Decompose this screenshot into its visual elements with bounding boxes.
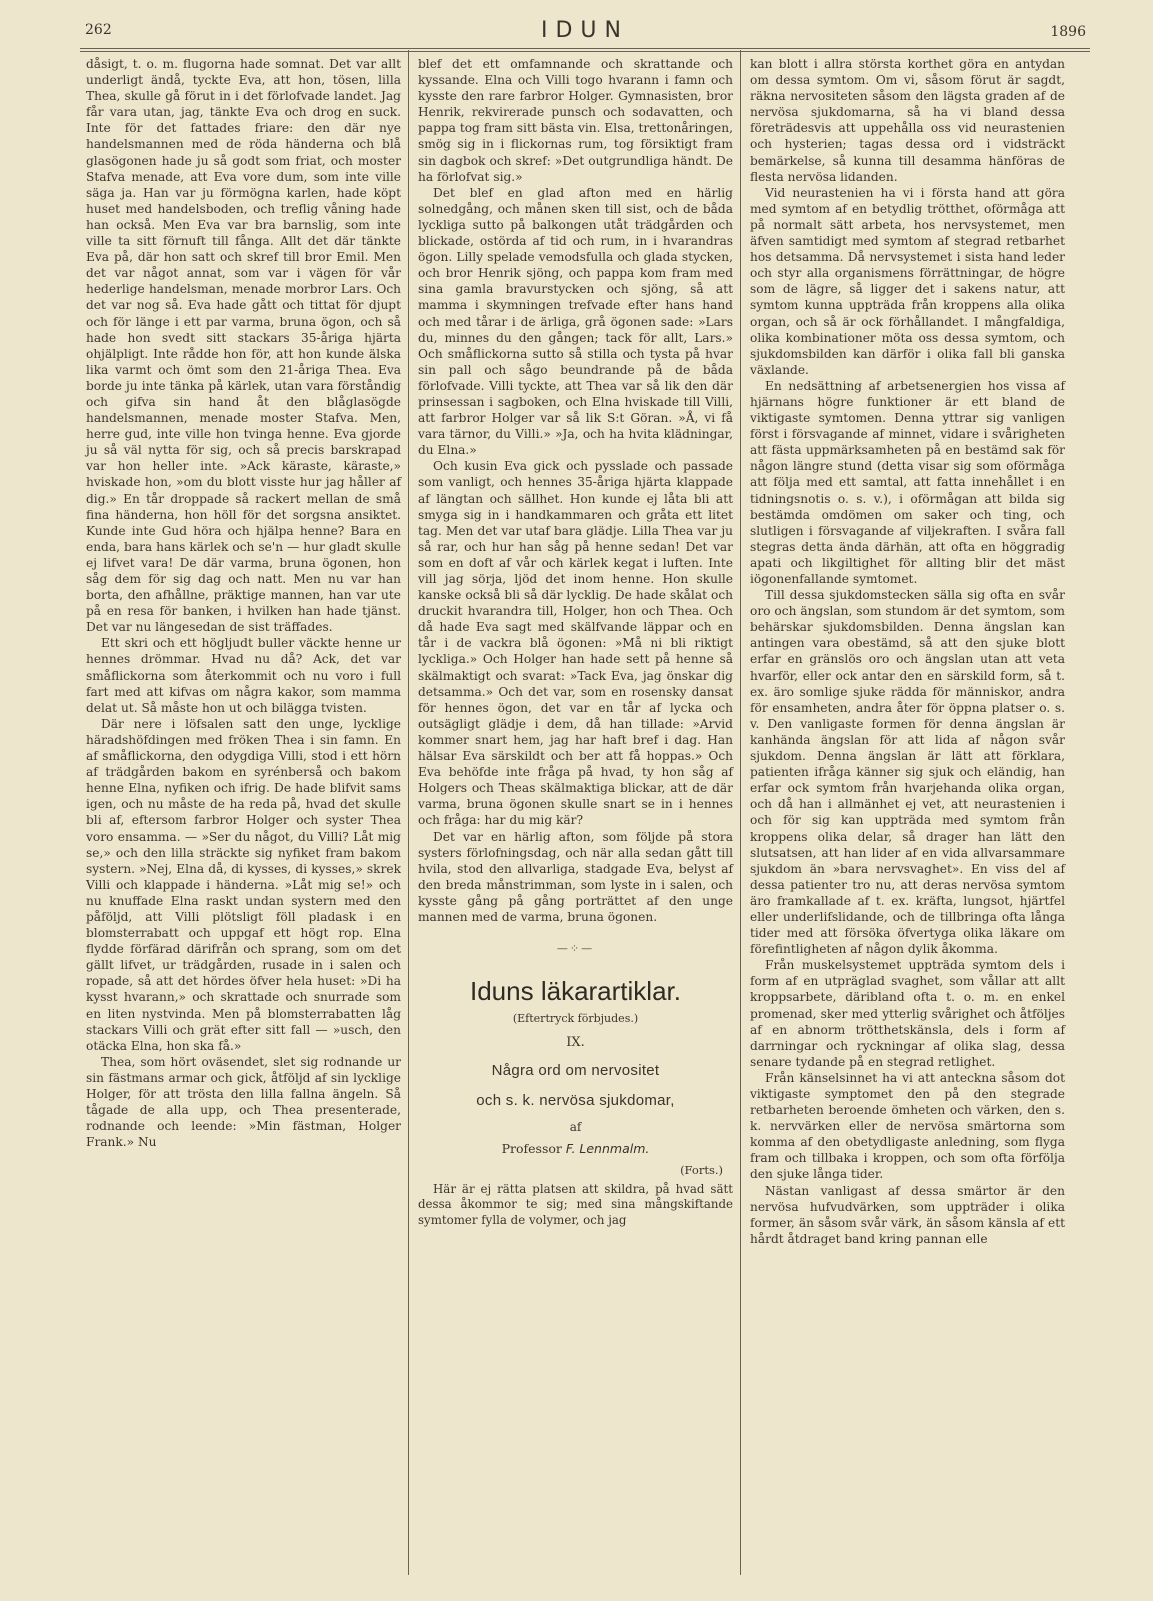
article-title: Iduns läkarartiklar. xyxy=(470,976,681,1007)
paragraph: Thea, som hört oväsendet, slet sig rodnande ur sin fästmans armar och gick, åtföljd af sin lycklige Holger, för att trösta den lilla fallna ängeln. Så tågade de alla upp, och Thea presenterade, rodnande och leende: »Min fästman, Holger Frank.» Nu xyxy=(86,1054,401,1150)
masthead-title: IDUN xyxy=(541,18,629,43)
author-name: F. Lennmalm. xyxy=(565,1141,650,1157)
paragraph: Till dessa sjukdomstecken sälla sig ofta en svår oro och ängslan, som stundom är det symtom, som behärskar sjukdomsbilden. Denna ängslan kan antingen vara obestämd, så att den sjuke blott erfar en gränslös oro och ängslan utan att veta hvarför, eller ock antar den en särskild form, så t. ex. äro somlige sjuke rädda för människor, andra för ensamheten, andra åter för öppna platser o. s. v. Den vanligaste formen för denna ängslan är kanhända ängslan för att lida af någon svår sjukdom. Denna ängslan är lätt att förklara, patienten ifråga känner sig sjuk och eländig, han erfar ock symtom från hvarjehanda olika organ, och då han i allmänhet ej vet, att neurastenien i och för sig kan uppträda med symtom från kroppens olika delar, så drager han lätt den slutsatsen, att han lider af en vida allvarsammare sjukdom än »bara nervsvaghet». En viss del af dessa patienter tro nu, att deras nervösa symtom äro framkallade af t. ex. kräfta, lungsot, hjärtfel eller underlifslidande, och de tillbringa ofta långa tider med att försöka öfvertyga olika läkare om förefintligheten af någon dylik åkomma. xyxy=(750,588,1065,957)
continued-note: (Forts.) xyxy=(680,1162,723,1177)
author-prefix: Professor xyxy=(501,1141,566,1157)
paragraph: blef det ett omfamnande och skrattande och kyssande. Elna och Villi togo hvarann i famn och kysste den rare farbror Holger. Gymnasisten, bror Henrik, rekvirerade punsch och sodavatten, och pappa tog fram sitt bästa vin. Elsa, trettonåringen, smög sig in i flickornas rum, tog försiktigt fram sin dagbok och skref: »Det outgrundliga händt. De ha förlofvat sig.» xyxy=(418,57,733,184)
page-number: 262 xyxy=(85,22,112,38)
paragraph: En nedsättning af arbetsenergien hos vissa af hjärnans högre funktioner är ett bland de viktigaste symtomen. Denna yttrar sig vanligen först i försvagande af minnet, vidare i svårigheten att fästa uppmärksamheten på en bestämd sak för någon längre stund (detta visar sig som oförmåga att följa med ett samtal, att fatta innehållet i en tidningsnotis o. s. v.), i oförmågan att bilda sig bestämda omdömen om saker och ting, och slutligen i försvagande af viljekraften. I svåra fall stegras detta ända därhän, att ofta en höggradig apati och likgiltighet för allting blir det mäst iögonenfallande symtomet. xyxy=(750,378,1065,586)
paragraph: Nästan vanligast af dessa smärtor är den nervösa hufvudvärken, som uppträder i olika former, än såsom svår värk, än såsom känsla af ett hårdt åtdraget band kring pannan elle xyxy=(750,1183,1065,1246)
paragraph: Det var en härlig afton, som följde på stora systers förlofningsdag, och när alla sedan gått till hvila, stod den allvarliga, stadgade Eva, belyst af den breda månstrimman, som lyste in i salen, och kysste gång på gång porträttet af den unge mannen med de varma, bruna ögonen. xyxy=(418,829,733,924)
column-3 xyxy=(750,56,1065,1247)
column-divider xyxy=(740,50,741,1575)
paragraph: Det blef en glad afton med en härlig solnedgång, och månen sken till sist, och de båda lyckliga sutto på balkongen utåt trädgården och blickade, ostörda af tid och rum, in i hvarandras ögon. Lilly spelade vemodsfulla och glada stycken, och bror Henrik sjöng, och pappa kom fram med sina gamla bravurstycken och sjöng, så att mamma i skymningen trefvade efter hans hand och med tårar i de ärliga, grå ögonen sade: »Lars du, minnes du den gången; tack för allt, Lars.» Och småflickorna sutto så stilla och tysta på hvar sin pall och sågo beundrande på de båda förlofvade. Villi tyckte, att Thea var så lik den där prinsessan i sagboken, och Elna hviskade till Villi, att farbror Holger var så lik S:t Göran. »Å, vi få vara tärnor, du Villi.» »Ja, och ha hvita klädningar, du Elna.» xyxy=(418,185,733,458)
column-1 xyxy=(86,56,401,1150)
paragraph: Ett skri och ett högljudt buller väckte henne ur hennes drömmar. Hvad nu då? Ack, det var småflickorna som återkommit och nu voro i full fart med att kifvas om några kakor, som mamma delat ut. Så måste hon ut och bilägga tvisten. xyxy=(86,636,401,715)
article-subtitle-1: Några ord om nervositet xyxy=(491,1062,660,1080)
paragraph: dåsigt, t. o. m. flugorna hade somnat. Det var allt underligt ändå, tyckte Eva, att hon, tösen, lilla Thea, skulle gå förut in i det förlofvade landet. Jag får vara utan, jag, tänkte Eva och drog en suck. Inte för det fattades friare: den där nye handelsmannen med de röda händerna och blå glasögonen hade ju så godt som friat, och moster Stafva menade, att Eva vore dum, som inte ville säga ja. Han var ju förmögna karlen, hade köpt huset med handelsboden, och treflig våning hade han också. Men Eva var bra barnslig, som inte ville ta sitt förnuft till fånga. Allt det där tänkte Eva på, där hon satt och skref till bror Emil. Men det var något annat, som var i vägen för vår hederlige handelsman, menade morbror Lars. Och det var nog så. Eva hade gått och tittat för djupt och för länge i ett par varma, bruna ögon, och så hade hon svedt sitt stackars 35-åriga hjärta ohjälpligt. Inte rådde hon för, att hon kunde älska lika varmt och ömt som den 21-åriga Thea. Eva borde ju inte tänka på kärlek, utan vara förståndig och gifva sin hand åt den blåglasögde handelsmannen, menade moster Stafva. Men, herre gud, inte ville hon tvinga henne. Eva gjorde ju så väl nytta för sig, och så precis barskrapad var hon heller inte. »Ack käraste, käraste,» hviskade hon, »om du blott visste hur jag håller af dig.» En tår droppade så rackert mellan de små fina händerna, hon höll för det sorgsna ansiktet. Kunde inte Gud höra och hjälpa henne? Bara en enda, bara hans kärlek och se'n — hur gladt skulle ej lifvet vara! De där varma, bruna ögonen, hon såg dem för sig dag och natt. Men nu var han borta, den afhållne, präktige mannen, han var ute på en resa för banken, i hvilken han hade tjänst. Det var nu längesedan de sist träffades. xyxy=(86,57,401,635)
paragraph: Här är ej rätta platsen att skildra, på hvad sätt dessa åkommor te sig; med sina mångskiftande symtomer fylla de volymer, och jag xyxy=(418,1181,733,1227)
page-header xyxy=(80,18,1090,46)
byline-af: af xyxy=(569,1120,582,1135)
paragraph: Från muskelsystemet uppträda symtom dels i form af en utpräglad svaghet, som vållar att allt kroppsarbete, däribland ofta t. o. m. en enkel promenad, sker med ytterlig svårighet och åtföljes af en abnorm trötthetskänsla, dels i form af darrningar och ryckningar af olika slag, dessa senare tydande på en stegrad retlighet. xyxy=(750,958,1065,1069)
header-rule xyxy=(80,48,1090,52)
article-number: IX. xyxy=(566,1035,585,1051)
article-author xyxy=(418,1141,733,1157)
paragraph: Vid neurastenien ha vi i första hand att göra med symtom af en betydlig trötthet, oförmåga att på normalt sätt arbeta, hos nervsystemet, men äfven samtidigt med symtom af stegrad retbarhet hos detsamma. Då nervsystemet i sista hand leder och styr alla organismens förrättningar, de högre som de lägre, så ligger det i sakens natur, att symtom kunna uppträda från kroppens alla olika organ, och så är ock förhållandet. I mångfaldiga, olika kombinationer möta oss dessa symtom, och sjukdomsbilden kan därför i olika fall bli ganska växlande. xyxy=(750,185,1065,377)
paragraph: kan blott i allra största korthet göra en antydan om dessa symtom. Om vi, såsom förut är sagdt, räkna nervositeten såsom den lägsta graden af de nervösa sjukdomarna, så ha vi bland dessa företrädesvis att uppehålla oss vid neurastenien och hysterien; tagas dessa ord i vidsträckt bemärkelse, så kunna till desamma hänföras de flesta nervösa lidanden. xyxy=(750,57,1065,184)
section-separator: —⁘— xyxy=(556,942,595,956)
page-year: 1896 xyxy=(1050,24,1086,40)
column-divider xyxy=(408,50,409,1575)
paragraph: Från känselsinnet ha vi att anteckna såsom dot viktigaste symptomet den på den stegrade retbarheten beroende ömheten och värken, den s. k. nervvärken eller de nervösa smärtorna som komma af den obetydligaste anledning, som flyga fram och tillbaka i kroppen, och som ofta förfölja den sjuke långa tider. xyxy=(750,1070,1065,1182)
paragraph: Och kusin Eva gick och pysslade och passade som vanligt, och hennes 35-åriga hjärta klappade af längtan och sällhet. Hon kunde ej låta bli att smyga sig in i handkammaren och gråta ett litet tag. Men det var utaf bara glädje. Lilla Thea var ju så rar, och hur han såg på henne sedan! Det var som en doft af vår och kärlek kegat i luften. Inte vill jag sörja, ljöd det inom henne. Hon skulle kanske också bli så där lycklig. De hade skålat och druckit hvarandra till, Holger, hon och Thea. Och då hade Eva sagt med skälfvande läppar och en tår i de vackra blå ögonen: »Må ni bli riktigt lyckliga.» Och Holger han hade sett på henne så skälmaktigt och svarat: »Tack Eva, jag önskar dig detsamma.» Och det var, som en rosensky dansat för hennes ögon, det var en tår af lycka och outsägligt glädje i dem, då han tillade: »Arvid kommer snart hem, jag har haft bref i dag. Han hälsar Eva särskildt och ber att få hoppas.» Och Eva behöfde inte fråga på hvad, ty hon såg af Holgers och Theas skälmaktiga blickar, att de där varma, bruna ögonen skulle snart se in i hennes och fråga: har du mig kär? xyxy=(418,459,733,828)
article-subtitle-2: och s. k. nervösa sjukdomar, xyxy=(476,1092,675,1110)
column-2 xyxy=(418,56,733,1228)
paragraph: Där nere i löfsalen satt den unge, lycklige häradshöfdingen med fröken Thea i sin famn. En af småflickorna, den odygdiga Villi, stod i ett hörn af trädgården bakom en syrénberså och bakom henne Elna, nyfiken och ifrig. De hade blifvit sams igen, och nu måste de ha reda på, hvad det skulle bli af, eftersom farbror Holger och syster Thea voro ensamma. — »Ser du något, du Villi? Låt mig se,» och den lilla sträckte sig nyfiket fram bakom systern. »Nej, Elna då, di kysses, di kysses,» skrek Villi och klappade i händerna. »Låt mig se!» och nu knuffade Elna raskt undan systern med den påföljd, att Villi plötsligt föll pladask i en blomsterrabatt och uppgaf ett högt rop. Elna flydde förfärad därifrån och sprang, som om det gällt lifvet, ur trädgården, rusade in i salen och ropade, så att det hördes öfver hela huset: »Di ha kysst hvarann,» och skrattade och snurrade som en liten nystvinda. Men på blomsterrabatten låg stackars Villi och grät efter sitt fall — »usch, den otäcka Elna, hon ska få.» xyxy=(86,716,401,1053)
reprint-note: (Eftertryck förbjudes.) xyxy=(512,1012,639,1026)
